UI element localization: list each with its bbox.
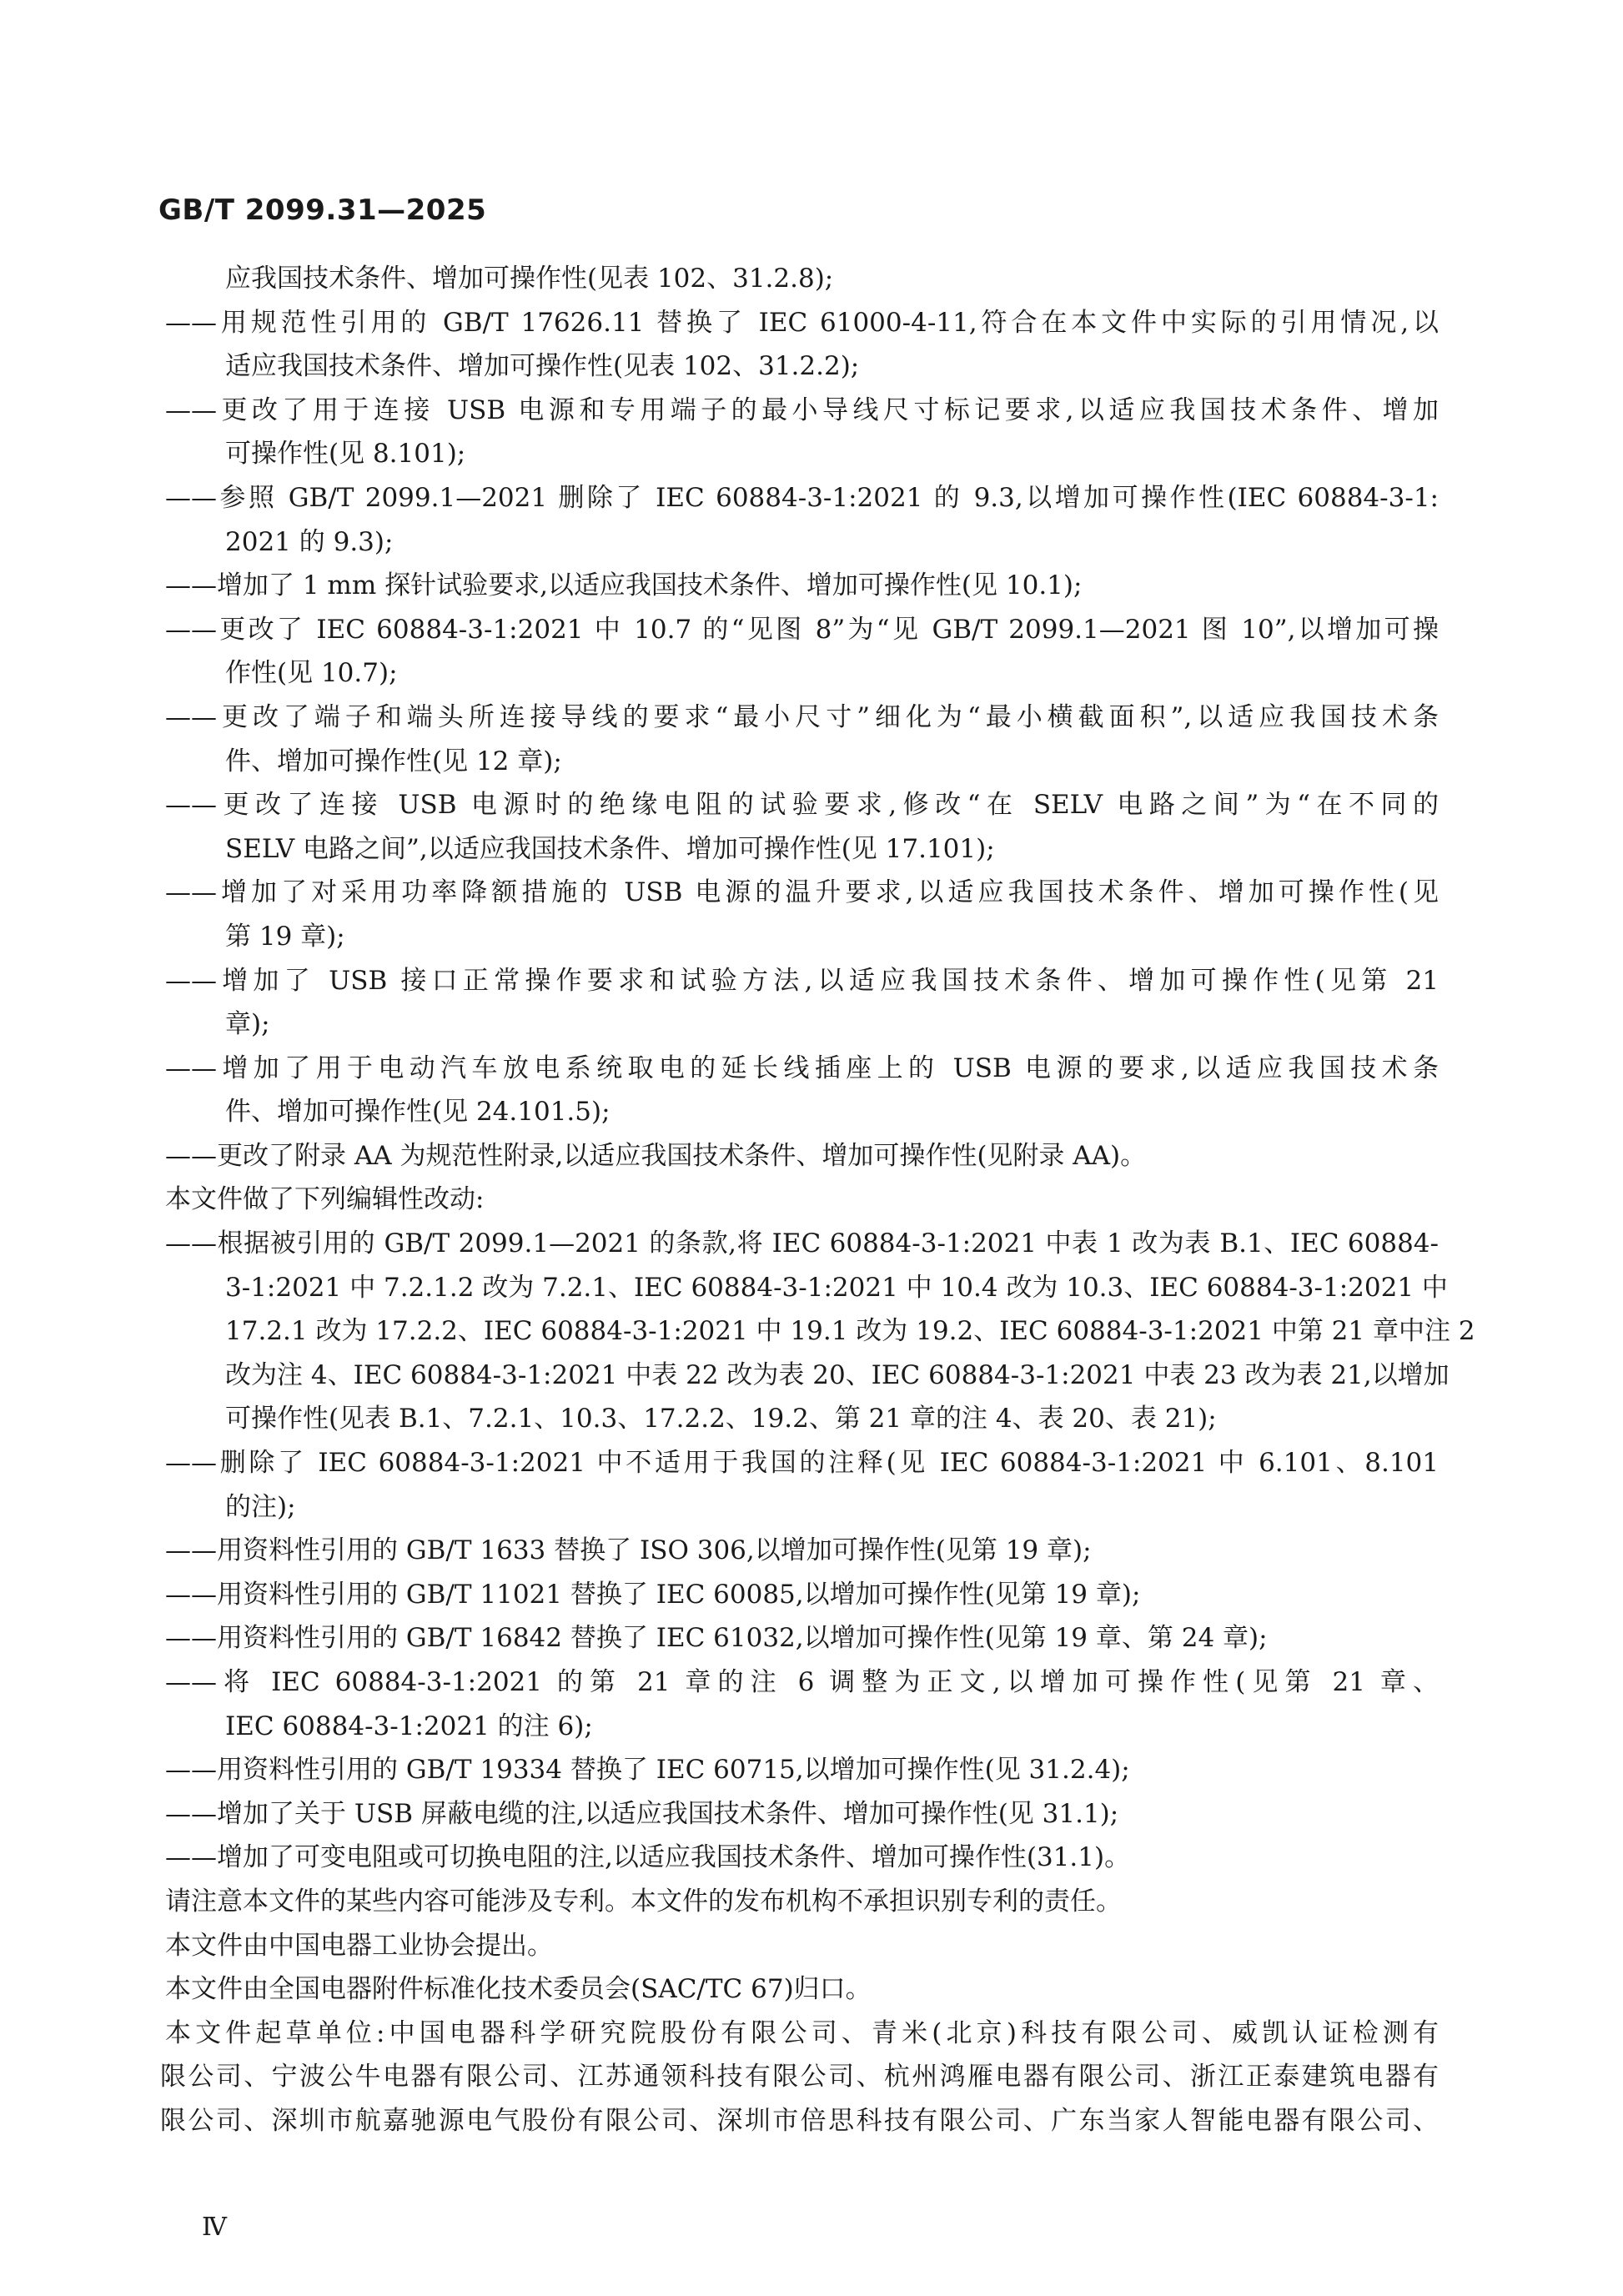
text-line: 17.2.1 改为 17.2.2、IEC 60884-3-1:2021 中 19.1 改为 19.2、IEC 60884-3-1:2021 中第 21 章中注 2	[225, 1316, 1475, 1347]
text-line: ——用资料性引用的 GB/T 16842 替换了 IEC 61032,以增加可操作性(见第 19 章、第 24 章);	[165, 1623, 1268, 1654]
text-line: 3-1:2021 中 7.2.1.2 改为 7.2.1、IEC 60884-3-1:2021 中 10.4 改为 10.3、IEC 60884-3-1:2021 中	[225, 1272, 1448, 1303]
page-number: Ⅳ	[202, 2213, 227, 2242]
text-line: ——参照 GB/T 2099.1—2021 删除了 IEC 60884-3-1:2021 的 9.3,以增加可操作性(IEC 60884-3-1:	[165, 482, 1439, 513]
text-line: 章);	[225, 1009, 270, 1040]
text-line: ——增加了用于电动汽车放电系统取电的延长线插座上的 USB 电源的要求,以适应我国技术条	[165, 1053, 1439, 1083]
text-line: ——增加了 1 mm 探针试验要求,以适应我国技术条件、增加可操作性(见 10.1);	[165, 570, 1083, 601]
text-line: 作性(见 10.7);	[225, 658, 398, 689]
text-line: ——更改了 IEC 60884-3-1:2021 中 10.7 的“见图 8”为“见 GB/T 2099.1—2021 图 10”,以增加可操	[165, 614, 1439, 645]
text-line: 限公司、宁波公牛电器有限公司、江苏通领科技有限公司、杭州鸿雁电器有限公司、浙江正泰建筑电器有	[160, 2062, 1439, 2093]
text-line: 本文件由全国电器附件标准化技术委员会(SAC/TC 67)归口。	[165, 1974, 872, 2005]
text-line: ——删除了 IEC 60884-3-1:2021 中不适用于我国的注释(见 IEC 60884-3-1:2021 中 6.101、8.101	[165, 1448, 1439, 1479]
text-line: ——更改了端子和端头所连接导线的要求“最小尺寸”细化为“最小横截面积”,以适应我国技术条	[165, 701, 1439, 732]
text-line: ——增加了 USB 接口正常操作要求和试验方法,以适应我国技术条件、增加可操作性(见第 21	[165, 965, 1439, 996]
text-line: 2021 的 9.3);	[225, 526, 394, 557]
text-line: ——增加了关于 USB 屏蔽电缆的注,以适应我国技术条件、增加可操作性(见 31.1);	[165, 1798, 1119, 1829]
text-line: IEC 60884-3-1:2021 的注 6);	[225, 1711, 593, 1741]
text-line: ——更改了附录 AA 为规范性附录,以适应我国技术条件、增加可操作性(见附录 AA)。	[165, 1140, 1147, 1171]
text-line: ——用资料性引用的 GB/T 11021 替换了 IEC 60085,以增加可操作性(见第 19 章);	[165, 1579, 1141, 1610]
text-line: 限公司、深圳市航嘉驰源电气股份有限公司、深圳市倍思科技有限公司、广东当家人智能电器有限公司、	[160, 2105, 1439, 2136]
text-line: ——用资料性引用的 GB/T 19334 替换了 IEC 60715,以增加可操作性(见 31.2.4);	[165, 1755, 1130, 1786]
text-line: ——根据被引用的 GB/T 2099.1—2021 的条款,将 IEC 60884-3-1:2021 中表 1 改为表 B.1、IEC 60884-	[165, 1228, 1439, 1259]
text-line: 本文件做了下列编辑性改动:	[165, 1184, 485, 1215]
text-line: ——增加了对采用功率降额措施的 USB 电源的温升要求,以适应我国技术条件、增加可操作性(见	[165, 877, 1439, 908]
text-line: 本文件由中国电器工业协会提出。	[165, 1930, 553, 1961]
text-line: ——增加了可变电阻或可切换电阻的注,以适应我国技术条件、增加可操作性(31.1)。	[165, 1842, 1131, 1873]
text-line: 可操作性(见 8.101);	[225, 439, 466, 470]
text-line: ——用规范性引用的 GB/T 17626.11 替换了 IEC 61000-4-11,符合在本文件中实际的引用情况,以	[165, 307, 1439, 338]
text-line: 适应我国技术条件、增加可操作性(见表 102、31.2.2);	[225, 351, 860, 382]
text-line: ——将 IEC 60884-3-1:2021 的第 21 章的注 6 调整为正文,以增加可操作性(见第 21 章、	[165, 1667, 1439, 1697]
text-line: SELV 电路之间”,以适应我国技术条件、增加可操作性(见 17.101);	[225, 833, 995, 864]
text-line: 本文件起草单位:中国电器科学研究院股份有限公司、青米(北京)科技有限公司、威凯认证检测有	[165, 2017, 1439, 2048]
text-line: 改为注 4、IEC 60884-3-1:2021 中表 22 改为表 20、IEC 60884-3-1:2021 中表 23 改为表 21,以增加	[225, 1359, 1450, 1390]
text-line: 请注意本文件的某些内容可能涉及专利。本文件的发布机构不承担识别专利的责任。	[165, 1886, 1122, 1917]
text-line: 第 19 章);	[225, 921, 345, 952]
text-line: 的注);	[225, 1491, 296, 1522]
document-code-header: GB/T 2099.31—2025	[158, 193, 487, 227]
text-line: 应我国技术条件、增加可操作性(见表 102、31.2.8);	[225, 264, 834, 294]
text-line: 可操作性(见表 B.1、7.2.1、10.3、17.2.2、19.2、第 21 章的注 4、表 20、表 21);	[225, 1404, 1217, 1434]
text-line: ——更改了用于连接 USB 电源和专用端子的最小导线尺寸标记要求,以适应我国技术条件、增加	[165, 394, 1439, 425]
foreword-body	[160, 257, 1475, 2143]
text-line: 件、增加可操作性(见 24.101.5);	[225, 1097, 611, 1128]
text-line: ——用资料性引用的 GB/T 1633 替换了 ISO 306,以增加可操作性(见第 19 章);	[165, 1535, 1092, 1566]
text-line: ——更改了连接 USB 电源时的绝缘电阻的试验要求,修改“在 SELV 电路之间”为“在不同的	[165, 790, 1439, 821]
text-line: 件、增加可操作性(见 12 章);	[225, 746, 562, 776]
